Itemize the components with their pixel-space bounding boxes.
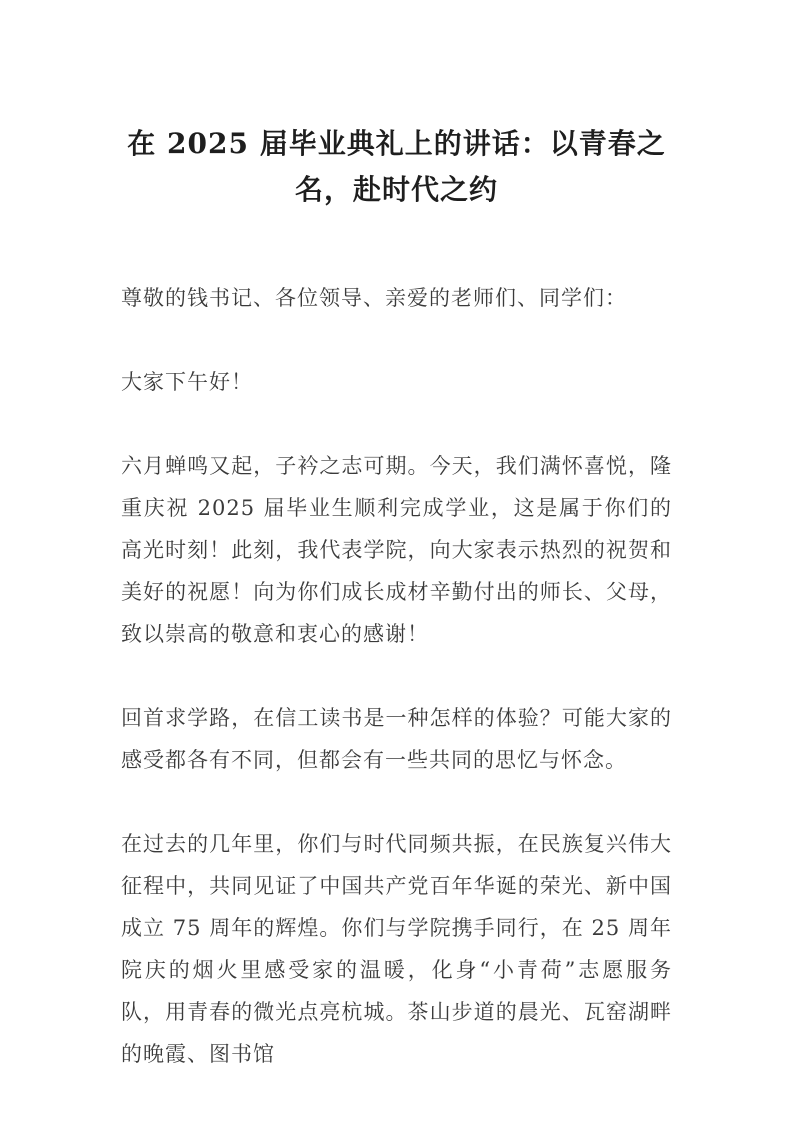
- body-paragraph: 回首求学路，在信工读书是一种怎样的体验？可能大家的感受都各有不同，但都会有一些共同的思忆与怀念。: [121, 706, 672, 772]
- salutation-paragraph: 尊敬的钱书记、各位领导、亲爱的老师们、同学们：: [121, 286, 627, 310]
- greeting-paragraph: 大家下午好！: [121, 370, 253, 394]
- document-body: [121, 277, 672, 1075]
- body-paragraph: 六月蝉鸣又起，子衿之志可期。今天，我们满怀喜悦，隆重庆祝 2025 届毕业生顺利完成学业，这是属于你们的高光时刻！此刻，我代表学院，向大家表示热烈的祝贺和美好的祝愿！向为你们成长成材辛勤付出的师长、父母，致以崇高的敬意和衷心的感谢！: [121, 454, 672, 646]
- body-paragraph: 在过去的几年里，你们与时代同频共振，在民族复兴伟大征程中，共同见证了中国共产党百年华诞的荣光、新中国成立 75 周年的辉煌。你们与学院携手同行，在 25 周年院庆的烟火里感受家的温暖，化身“小青荷”志愿服务队，用青春的微光点亮杭城。茶山步道的晨光、瓦窑湖畔的晚霞、图书馆: [121, 832, 672, 1066]
- document-title: 在 2025 届毕业典礼上的讲话：以青春之名，赴时代之约: [127, 127, 666, 206]
